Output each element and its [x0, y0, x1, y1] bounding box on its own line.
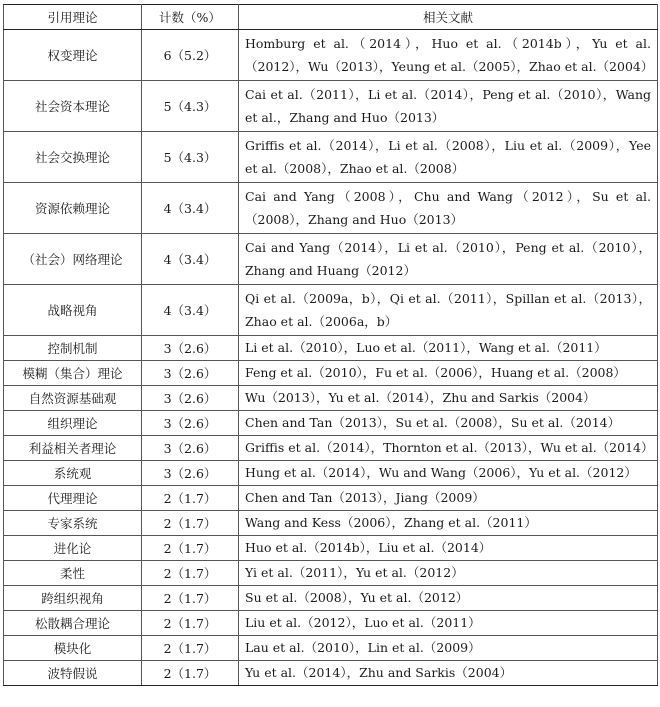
- theory-cell: 代理理论: [4, 486, 142, 511]
- theory-cell: 专家系统: [4, 511, 142, 536]
- table-row: [4, 386, 658, 411]
- references-cell: Chen and Tan（2013），Su et al.（2008），Su et al.（2014）: [239, 411, 658, 436]
- table-row: [4, 561, 658, 586]
- table-row: [4, 81, 658, 132]
- table-row: [4, 361, 658, 386]
- theory-cell: 组织理论: [4, 411, 142, 436]
- table-row: [4, 183, 658, 234]
- references-cell: Lau et al.（2010），Lin et al.（2009）: [239, 636, 658, 661]
- references-cell: Griffis et al.（2014），Thornton et al.（2013），Wu et al.（2014）: [239, 436, 658, 461]
- table-row: [4, 661, 658, 686]
- references-cell: Hung et al.（2014），Wu and Wang（2006），Yu et al.（2012）: [239, 461, 658, 486]
- count-cell: 4（3.4）: [142, 285, 239, 336]
- count-cell: 6（5.2）: [142, 30, 239, 81]
- count-cell: 3（2.6）: [142, 386, 239, 411]
- count-cell: 2（1.7）: [142, 611, 239, 636]
- theory-cell: 控制机制: [4, 336, 142, 361]
- theory-cell: 社会资本理论: [4, 81, 142, 132]
- theory-cell: 跨组织视角: [4, 586, 142, 611]
- references-cell: Cai and Yang（2014），Li et al.（2010），Peng et al.（2010），Zhang and Huang（2012）: [239, 234, 658, 285]
- header-theory: 引用理论: [4, 5, 142, 30]
- table-row: [4, 234, 658, 285]
- theory-cell: 进化论: [4, 536, 142, 561]
- table-row: [4, 436, 658, 461]
- references-cell: Cai et al.（2011），Li et al.（2014），Peng et al.（2010），Wang et al.，Zhang and Huo（2013）: [239, 81, 658, 132]
- count-cell: 4（3.4）: [142, 183, 239, 234]
- references-cell: Yi et al.（2011），Yu et al.（2012）: [239, 561, 658, 586]
- references-cell: Feng et al.（2010），Fu et al.（2006），Huang et al.（2008）: [239, 361, 658, 386]
- theory-cell: 社会交换理论: [4, 132, 142, 183]
- references-cell: Huo et al.（2014b），Liu et al.（2014）: [239, 536, 658, 561]
- references-cell: Wang and Kess（2006），Zhang et al.（2011）: [239, 511, 658, 536]
- references-cell: Griffis et al.（2014），Li et al.（2008），Liu et al.（2009），Yee et al.（2008），Zhao et al.（2008）: [239, 132, 658, 183]
- table-row: [4, 486, 658, 511]
- count-cell: 3（2.6）: [142, 436, 239, 461]
- count-cell: 2（1.7）: [142, 661, 239, 686]
- table-row: [4, 336, 658, 361]
- count-cell: 4（3.4）: [142, 234, 239, 285]
- table-row: [4, 461, 658, 486]
- count-cell: 2（1.7）: [142, 586, 239, 611]
- table-row: [4, 30, 658, 81]
- theory-cell: 松散耦合理论: [4, 611, 142, 636]
- references-cell: Cai and Yang（2008），Chu and Wang（2012），Su et al.（2008），Zhang and Huo（2013）: [239, 183, 658, 234]
- references-cell: Wu（2013），Yu et al.（2014），Zhu and Sarkis（2004）: [239, 386, 658, 411]
- theory-cell: 柔性: [4, 561, 142, 586]
- references-cell: Li et al.（2010），Luo et al.（2011），Wang et al.（2011）: [239, 336, 658, 361]
- theory-cell: 波特假说: [4, 661, 142, 686]
- theory-cell: 权变理论: [4, 30, 142, 81]
- count-cell: 5（4.3）: [142, 81, 239, 132]
- theory-cell: 利益相关者理论: [4, 436, 142, 461]
- references-cell: Liu et al.（2012），Luo et al.（2011）: [239, 611, 658, 636]
- count-cell: 3（2.6）: [142, 336, 239, 361]
- count-cell: 2（1.7）: [142, 511, 239, 536]
- theory-cell: 战略视角: [4, 285, 142, 336]
- references-cell: Su et al.（2008），Yu et al.（2012）: [239, 586, 658, 611]
- count-cell: 3（2.6）: [142, 461, 239, 486]
- table-row: [4, 586, 658, 611]
- references-cell: Yu et al.（2014），Zhu and Sarkis（2004）: [239, 661, 658, 686]
- count-cell: 3（2.6）: [142, 411, 239, 436]
- header-refs: 相关文献: [239, 5, 658, 30]
- count-cell: 5（4.3）: [142, 132, 239, 183]
- theory-cell: 自然资源基础观: [4, 386, 142, 411]
- count-cell: 2（1.7）: [142, 561, 239, 586]
- theory-cell: 模块化: [4, 636, 142, 661]
- count-cell: 3（2.6）: [142, 361, 239, 386]
- theory-cell: 系统观: [4, 461, 142, 486]
- count-cell: 2（1.7）: [142, 536, 239, 561]
- theory-cell: （社会）网络理论: [4, 234, 142, 285]
- count-cell: 2（1.7）: [142, 486, 239, 511]
- table-row: [4, 132, 658, 183]
- theory-cell: 模糊（集合）理论: [4, 361, 142, 386]
- table-row: [4, 285, 658, 336]
- theory-cell: 资源依赖理论: [4, 183, 142, 234]
- references-cell: Chen and Tan（2013），Jiang（2009）: [239, 486, 658, 511]
- table-header-row: [4, 5, 658, 30]
- theory-citation-table: [3, 4, 658, 686]
- references-cell: Qi et al.（2009a，b），Qi et al.（2011），Spillan et al.（2013），Zhao et al.（2006a，b）: [239, 285, 658, 336]
- references-cell: Homburg et al.（2014），Huo et al.（2014b），Yu et al.（2012），Wu（2013），Yeung et al.（2005），Zhao et al.（2004）: [239, 30, 658, 81]
- table-row: [4, 611, 658, 636]
- table-row: [4, 536, 658, 561]
- table-row: [4, 636, 658, 661]
- count-cell: 2（1.7）: [142, 636, 239, 661]
- header-count: 计数（%）: [142, 5, 239, 30]
- table-row: [4, 511, 658, 536]
- table-row: [4, 411, 658, 436]
